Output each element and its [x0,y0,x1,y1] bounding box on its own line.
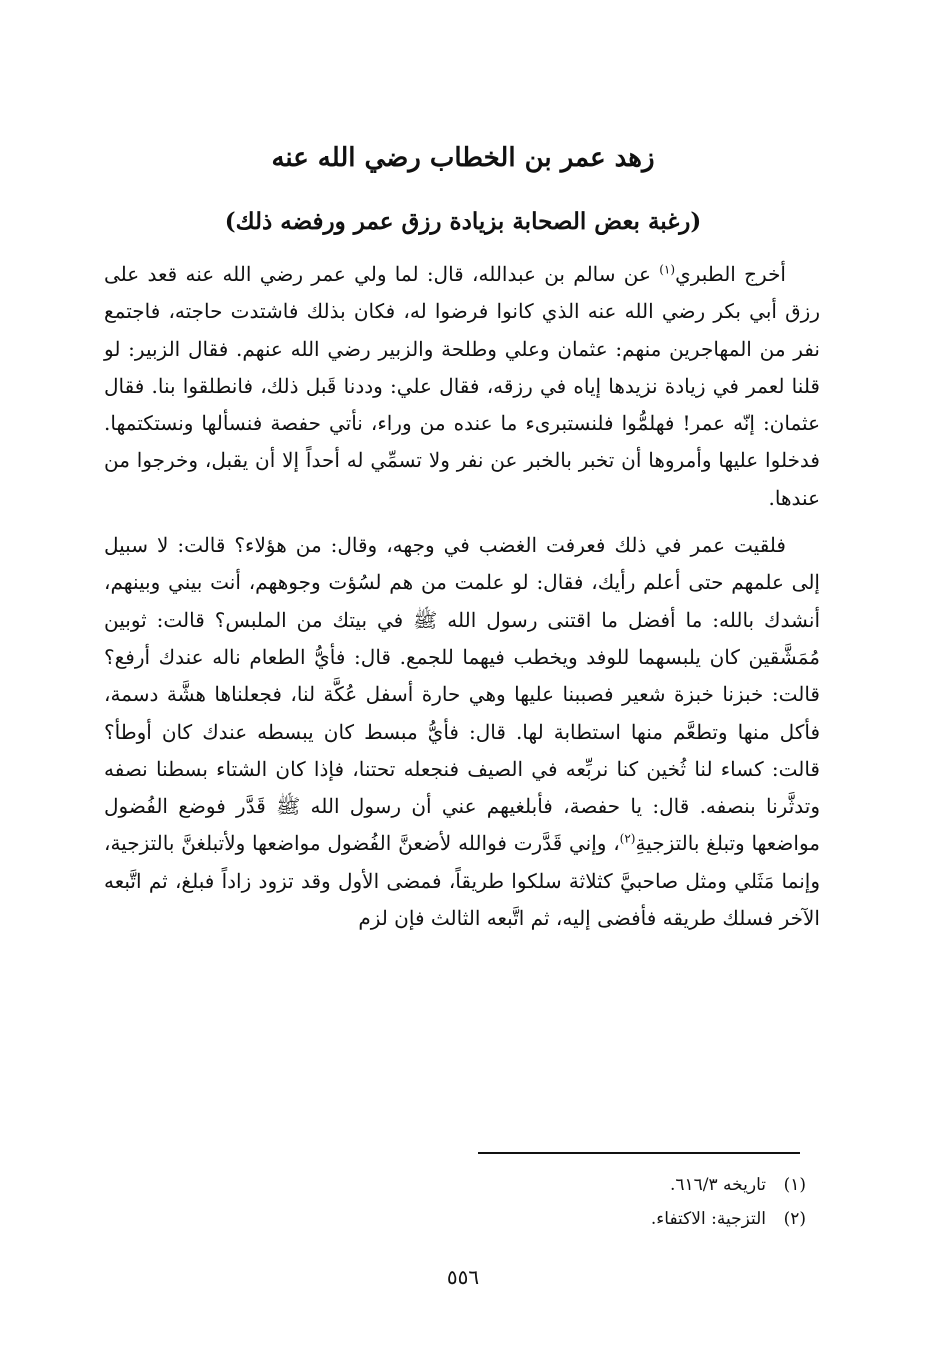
footnote-ref-1: (١) [659,262,676,277]
paragraph-1 [104,256,820,517]
footnote-1 [500,1168,806,1202]
footnote-number: (١) [783,1175,806,1195]
paragraph-2-start: فلقيت عمر في ذلك فعرفت الغضب في وجهه، وقال: من هؤلاء؟ قالت: لا سبيل إلى علمهم حتى أعلم رأيك، فقال: لو علمت من هم لسُؤت وجوههم، أنت بيني وبينهم، أنشدك بالله: ما أفضل ما اقتنى رسول الله ﷺ في بيتك من الملبس؟ قالت: ثوبين مُمَشَّقين كان يلبسهما للوفد ويخطب فيهما للجمع. قال: فأيُّ الطعام ناله عندك أرفع؟ قالت: خبزنا خبزة شعير فصببنا عليها وهي حارة أسفل عُكَّة لنا، فجعلناها هشَّة دسمة، فأكل منها وتطعَّم منها استطابة لها. قال: فأيُّ مبسط كان يبسطه عندك كان أوطأ؟ قالت: كساء لنا ثُخين كنا نربِّعه في الصيف فنجعله تحتنا، فإذا كان الشتاء بسطنا نصفه وتدثَّرنا بنصفه. قال: يا حفصة، فأبلغيهم عني أن رسول الله ﷺ قَدَّر فوضع الفُضول مواضعها وتبلغ بالتزجيةِ [104,533,821,856]
footnote-2 [500,1202,806,1236]
footnote-text: تاريخه ٦١٦/٣. [669,1175,766,1195]
paragraph-1-start: أخرج الطبري [675,262,786,286]
paragraph-1-rest: عن سالم بن عبدالله، قال: لما ولي عمر رضي الله عنه قعد على رزق أبي بكر رضي الله عنه الذي كانوا فرضوا له، فكان بذلك فاشتدت حاجته، فاجتمع نفر من المهاجرين منهم: عثمان وعلي وطلحة والزبير رضي الله عنهم. فقال الزبير: لو قلنا لعمر في زيادة نزيدها إياه في رزقه، فقال علي: وددنا قَبل ذلك، فانطلقوا بنا. فقال عثمان: إنّه عمر! فهلمُّوا فلنستبرىء ما عنده من وراء، نأتي حفصة فنسألها ونستكتمها. فدخلوا عليها وأمروها أن تخبر بالخبر عن نفر ولا تسمِّي له أحداً إلا أن يقبل، وخرجوا من عندها. [104,262,820,510]
page-title: زهد عمر بن الخطاب رضي الله عنه [271,143,655,173]
page-number: ٥٥٦ [446,1265,480,1289]
footnote-number: (٢) [783,1209,806,1229]
footnote-divider [478,1152,800,1154]
footnote-ref-2: (٢) [619,831,636,846]
paragraph-2-rest: ، وإني قَدَّرت فوالله لأضعنَّ الفُضول مواضعها ولأتبلغنَّ بالتزجية، وإنما مَثَلي ومثل صاحبيَّ كثلاثة سلكوا طريقاً، فمضى الأول وقد تزود زاداً فبلغ، ثم اتَّبعه الآخر فسلك طريقه فأفضى إليه، ثم اتَّبعه الثالث فإن لزم [104,831,820,931]
footnotes [500,1168,806,1236]
footnote-text: التزجية: الاكتفاء. [650,1209,766,1229]
page-subtitle: (رغبة بعض الصحابة بزيادة رزق عمر ورفضه ذلك) [224,208,702,235]
body-text [104,256,820,937]
paragraph-2 [104,527,820,937]
